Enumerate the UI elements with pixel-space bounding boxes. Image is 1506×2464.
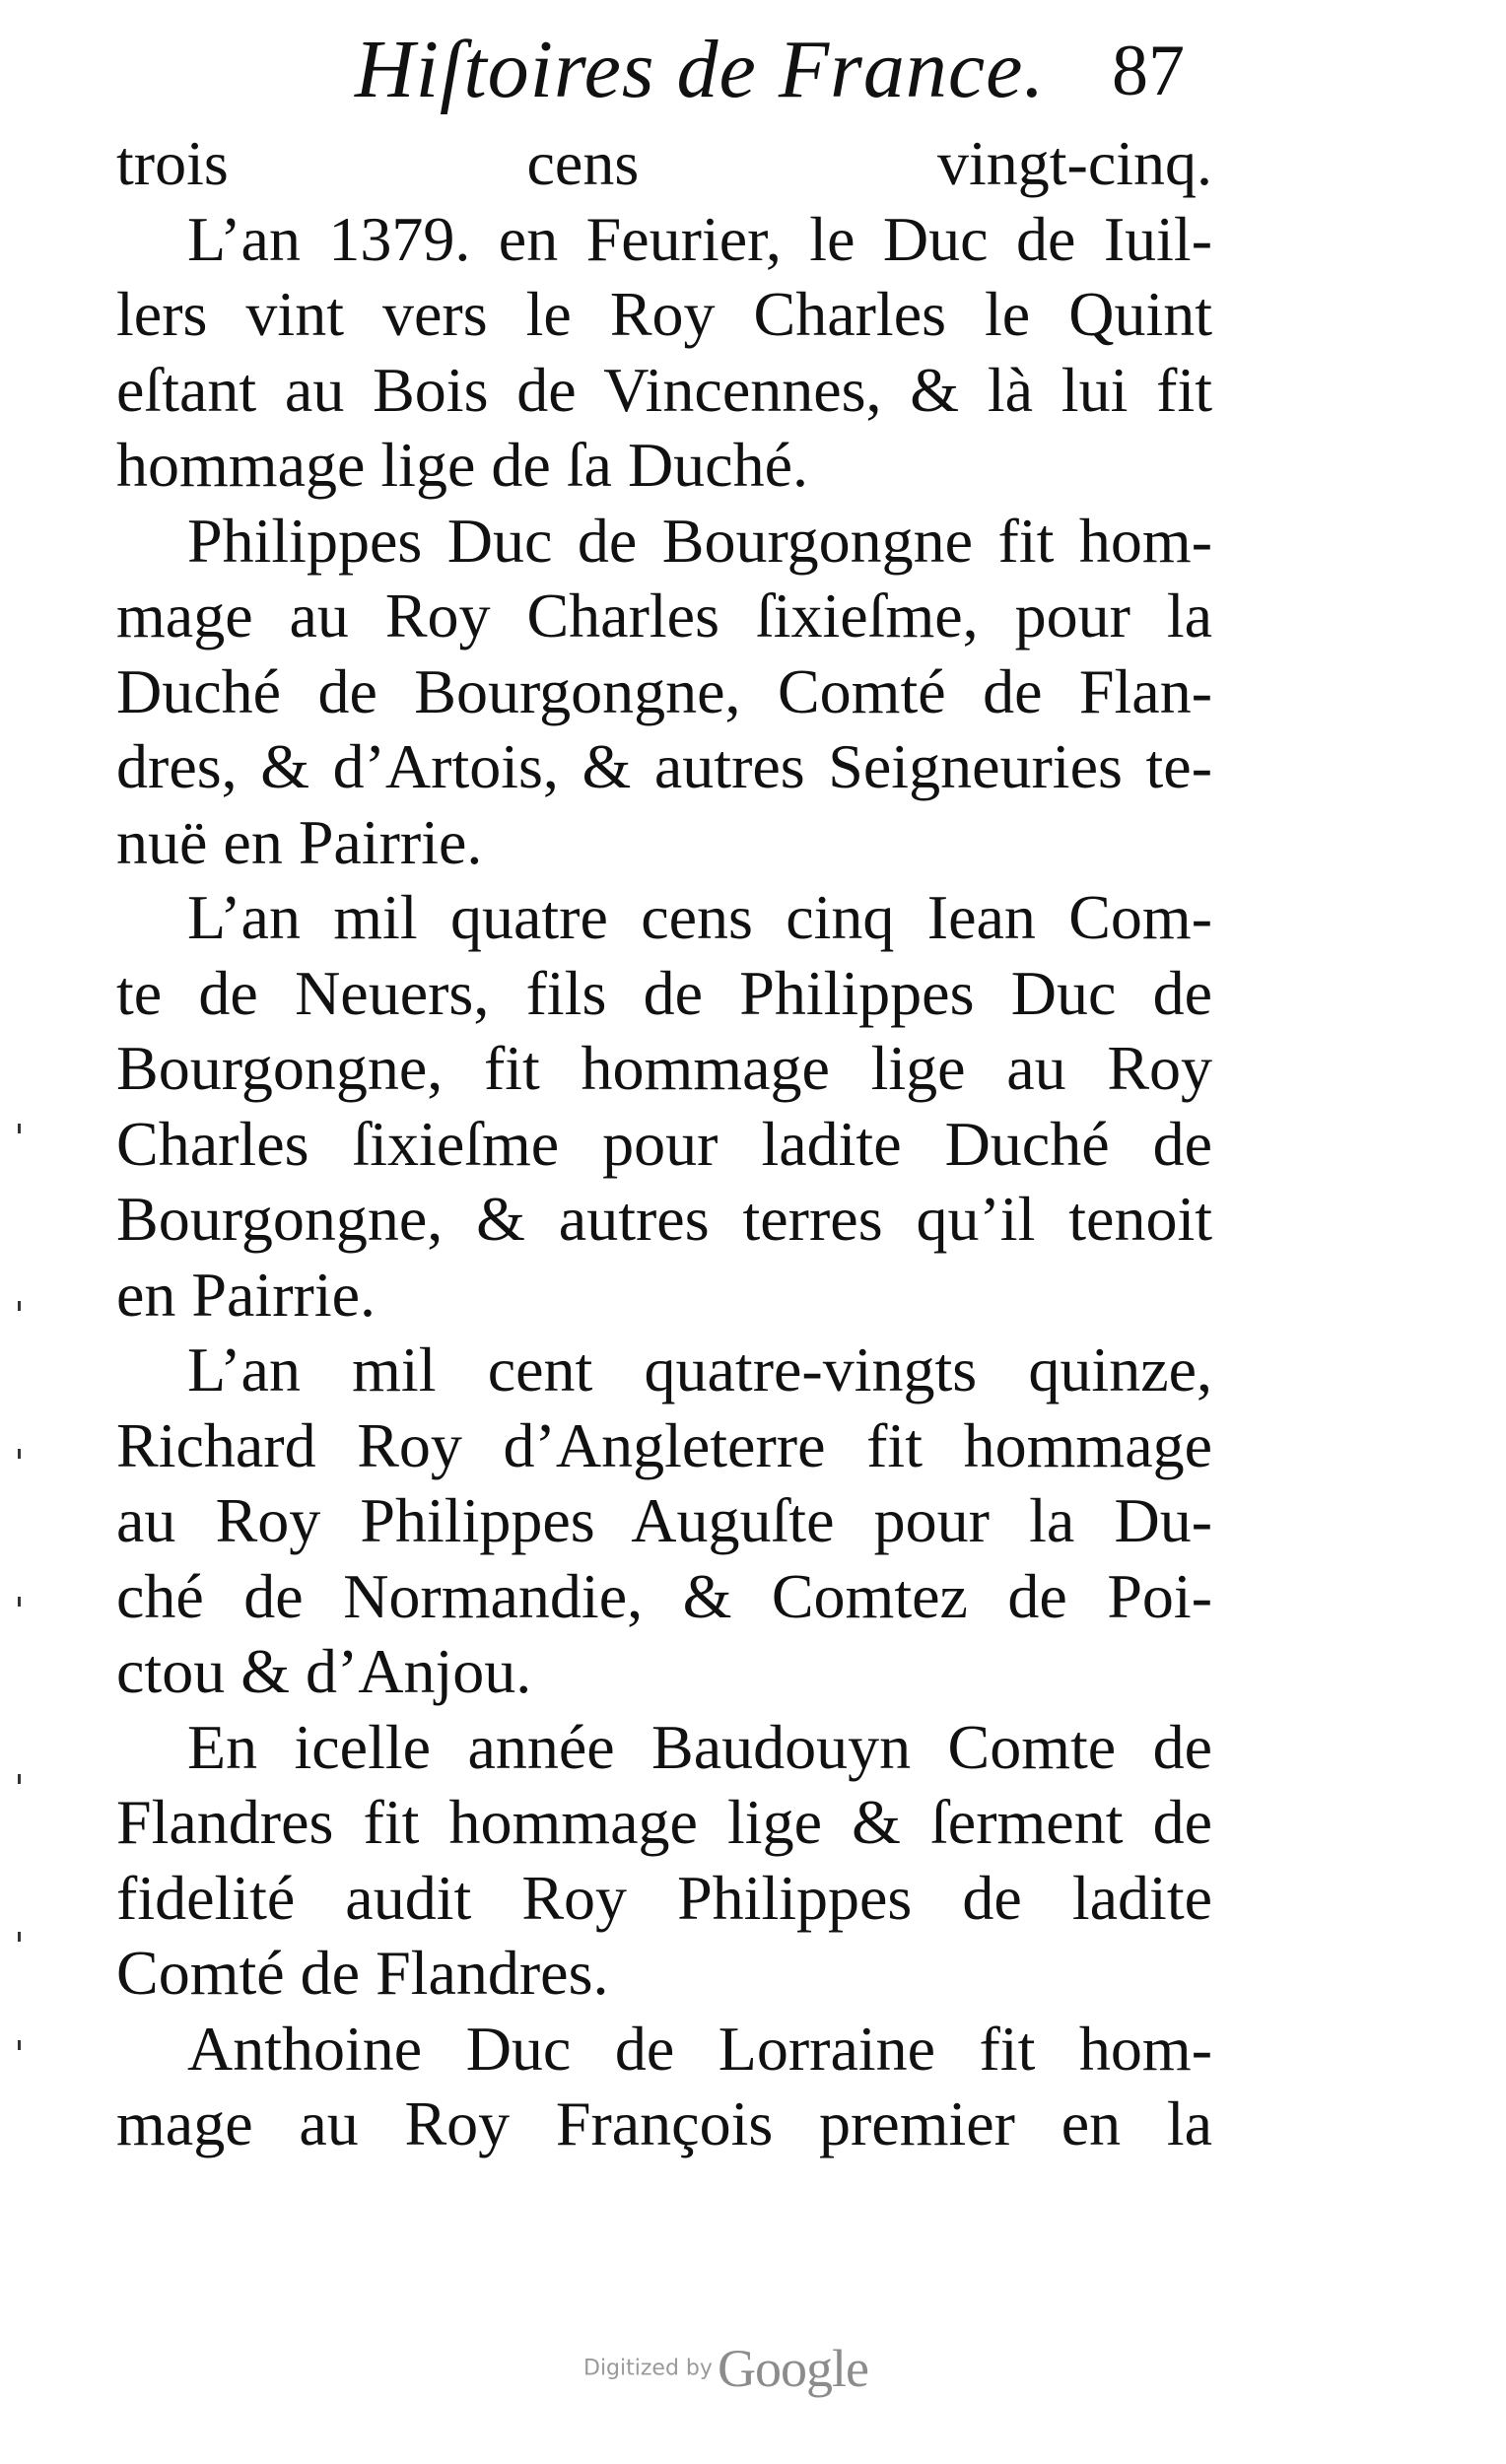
google-wordmark: Google [718,2339,868,2398]
body-text [116,126,1212,2162]
text-line: Charles ſixieſme pour ladite Duché de [116,1108,1212,1179]
text-line: lers vint vers le Roy Charles le Quint [116,279,1212,349]
page-number: 87 [1112,31,1185,111]
text-line: L’an 1379. en Feurier, le Duc de Iuil- [187,203,1212,274]
text-line: Bourgongne, fit hommage lige au Roy [116,1033,1212,1103]
scan-speck [18,1449,21,1459]
text-line: ctou & d’Anjou. [116,1636,532,1706]
scan-speck [18,2040,21,2050]
text-line: fidelité audit Roy Philippes de ladite [116,1862,1212,1933]
running-title: Hiſtoires de France. [355,24,1046,115]
scan-speck [18,1301,21,1311]
text-line: Bourgongne, & autres terres qu’il tenoit [116,1184,1212,1254]
scan-speck [18,1774,21,1784]
text-line: Philippes Duc de Bourgongne fit hom- [187,505,1212,576]
text-line: L’an mil cent quatre-vingts quinze, [187,1335,1212,1404]
text-line: Anthoine Duc de Lorraine fit hom- [187,2013,1212,2084]
scan-speck [18,1124,21,1133]
text-line: En icelle année Baudouyn Comte de [187,1711,1212,1782]
text-line: trois cens vingt-cinq. [116,128,1212,198]
text-line: nuë en Pairrie. [116,806,483,877]
text-line: en Pairrie. [116,1259,376,1330]
scan-speck [18,1932,21,1942]
text-line: L’an mil quatre cens cinq Iean Com- [187,882,1212,952]
text-line: mage au Roy François premier en la [116,2088,1212,2158]
text-line: mage au Roy Charles ſixieſme, pour la [116,581,1212,650]
text-line: dres, & d’Artois, & autres Seigneuries te- [116,731,1212,801]
text-line: Flandres fit hommage lige & ſerment de [116,1787,1212,1857]
digitized-by-label: Digitized by [583,2356,713,2381]
scan-speck [18,1597,21,1607]
text-line: Duché de Bourgongne, Comté de Flan- [116,655,1212,726]
digitization-watermark [583,2338,868,2399]
text-line: hommage lige de ſa Duché. [116,430,808,500]
text-line: eſtant au Bois de Vincennes, & là lui fit [116,354,1212,425]
text-line: ché de Normandie, & Comtez de Poi- [116,1560,1212,1631]
text-line: te de Neuers, fils de Philippes Duc de [116,957,1212,1028]
text-line: au Roy Philippes Auguſte pour la Du- [116,1485,1212,1555]
text-line: Comté de Flandres. [116,1938,609,2008]
text-line: Richard Roy d’Angleterre fit hommage [116,1409,1212,1480]
